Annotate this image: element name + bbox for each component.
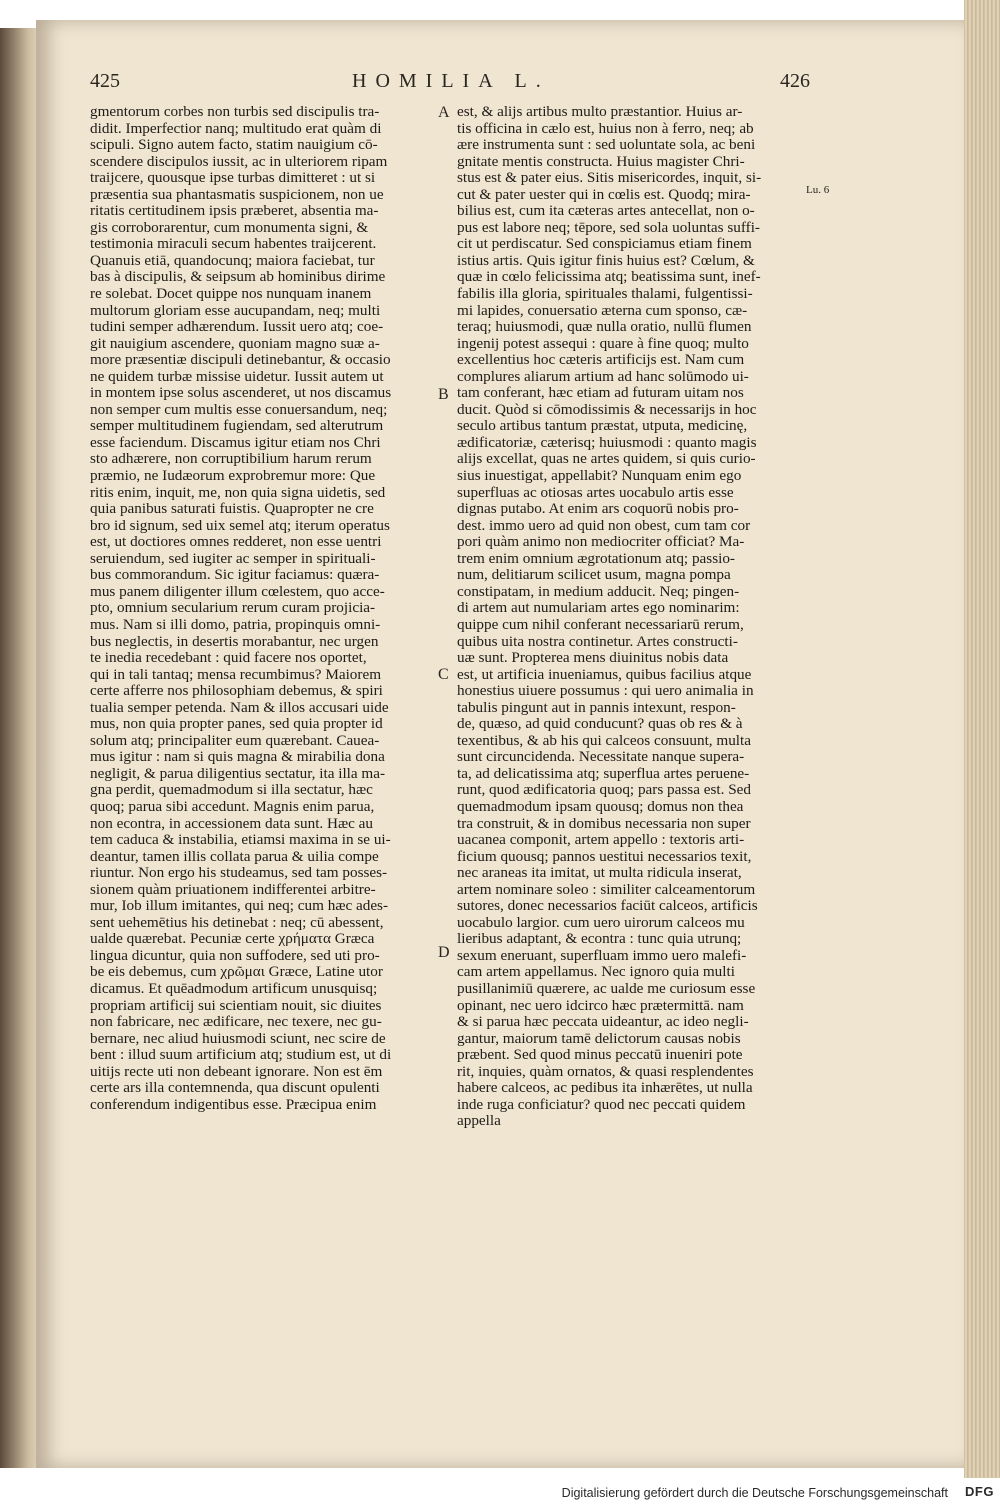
text-line: ta, ad delicatissima atq; superflua artes peruene- bbox=[457, 764, 750, 782]
text-line: cut & pater uester qui in cœlis est. Quodq; mira- bbox=[457, 185, 751, 203]
text-line: præbent. Sed quod minus peccatū inueniri pote bbox=[457, 1046, 743, 1064]
text-line: bas à discipulis, & seipsum ab hominibus dirime bbox=[90, 268, 386, 286]
text-line: pori quàm animo non mediocriter officiat? Ma- bbox=[457, 533, 745, 551]
text-line: non fabricare, nec ædificare, nec texere, nec gu- bbox=[90, 1013, 382, 1031]
text-line: sionem quàm priuationem indifferentei arbitre- bbox=[90, 880, 376, 898]
section-marker-d: D bbox=[438, 944, 450, 961]
text-line: uitijs recte uti non debeant ignorare. Non est ēm bbox=[90, 1062, 383, 1080]
text-line: habere calceos, ac pedibus ita inhærētes, ut nulla bbox=[457, 1079, 753, 1097]
text-line: lieribus adaptant, & econtra : tunc quia utrunq; bbox=[457, 930, 742, 948]
text-line: quippe cum nihil conferant necessariarū rerum, bbox=[457, 615, 744, 633]
section-marker-b: B bbox=[438, 386, 449, 403]
text-line: ualde quærebat. Pecuniæ certe χρήματα Græca bbox=[90, 930, 375, 948]
text-line: git nauigium ascendere, quoniam magno suæ a- bbox=[90, 334, 380, 352]
text-line: ædificatoriæ, cæterisq; huiusmodi : quanto magis bbox=[457, 433, 757, 451]
text-line: riuntur. Non ergo his studeamus, sed tam posses- bbox=[90, 864, 388, 882]
book-gutter bbox=[0, 28, 40, 1468]
text-line: excellentius hoc cæteris artificijs est. Nam cum bbox=[457, 351, 745, 369]
text-line: seculo artibus tantum præstat, utputa, medicinę, bbox=[457, 417, 748, 435]
text-line: quemadmodum ipsam quousq; domus non thea bbox=[457, 797, 744, 815]
text-line: quibus uita nostra continetur. Artes constructi- bbox=[457, 632, 738, 650]
footer-credit: Digitalisierung gefördert durch die Deutsche Forschungsgemeinschaft bbox=[561, 1486, 948, 1500]
text-line: mus igitur : nam si quis magna & mirabilia dona bbox=[90, 748, 385, 766]
text-line: multorum gloriam esse aucupandam, neq; multi bbox=[90, 301, 381, 319]
text-line: bus commorandum. Sic igitur faciamus: quæra- bbox=[90, 566, 380, 584]
text-line: gis corroborarentur, cum monumenta signi, & bbox=[90, 218, 369, 236]
text-line: di artem aut numulariam artes ego nominarim: bbox=[457, 599, 740, 617]
text-line: mus, non quia propter panes, sed quia propter id bbox=[90, 715, 383, 733]
footer-bar bbox=[0, 1478, 1000, 1509]
text-line: conferendum indigentibus esse. Præcipua enim bbox=[90, 1095, 377, 1113]
text-line: bent : illud suum artificium atq; studium est, ut di bbox=[90, 1046, 392, 1064]
text-line: stus est & pater eius. Sitis misericordes, inquit, si- bbox=[457, 169, 762, 187]
running-title: HOMILIA L. bbox=[352, 70, 550, 92]
text-line: tem caduca & instabilia, etiamsi maxima in se ui- bbox=[90, 831, 391, 849]
text-line: dignas putabo. At enim ars coquorū nobis pro- bbox=[457, 500, 739, 518]
text-line: dest. immo uero ad quid non obest, cum tam cor bbox=[457, 516, 751, 534]
text-line: ingenij potest assequi : quare à fine quoq; multo bbox=[457, 334, 749, 352]
text-line: mi lapides, conuersatio æterna cum sponso, cæ- bbox=[457, 301, 748, 319]
text-column-left bbox=[90, 104, 435, 1113]
text-line: sius inuestigat, appellabit? Nunquam enim ego bbox=[457, 467, 742, 485]
text-line: num, delitiarum scilicet usum, magna pompa bbox=[457, 566, 731, 584]
text-line: more præsentiæ discipuli detinebantur, & occasio bbox=[90, 351, 391, 369]
text-line: deantur, tamen illis collata parua & uilia compe bbox=[90, 847, 379, 865]
text-line: non semper cum multis esse conuersandum, neq; bbox=[90, 400, 388, 418]
text-line: quæ in cœlo felicissima atq; beatissima sunt, inef- bbox=[457, 268, 761, 286]
text-line: te inedia recedebant : quid facere nos oportet, bbox=[90, 649, 367, 667]
text-line: propriam artificij sui scientiam nouit, sic diuites bbox=[90, 996, 382, 1014]
text-line: be eis debemus, cum χρῶμαι Græce, Latine utor bbox=[90, 963, 383, 981]
margin-note: Lu. 6 bbox=[806, 184, 830, 196]
text-line: runt, quod ædificatoria quoq; pars passa est. Sed bbox=[457, 781, 751, 799]
text-line: honestius uiuere possumus : qui uero animalia in bbox=[457, 682, 754, 700]
page-number-right: 426 bbox=[780, 70, 810, 92]
text-line: gmentorum corbes non turbis sed discipulis tra- bbox=[90, 103, 380, 120]
text-line: pto, omnium secularium rerum curam projicia- bbox=[90, 599, 376, 617]
text-line: re solebat. Docet quippe nos nunquam inanem bbox=[90, 285, 372, 303]
text-line: gna perdit, quemadmodum si illa sectatur, hæc bbox=[90, 781, 373, 799]
text-line: bro id signum, sed uix semel atq; iterum operatus bbox=[90, 516, 390, 534]
text-line: ficium quousq; pannos uestitui necessarios texit, bbox=[457, 847, 752, 865]
text-line: gantur, maiorum tamē delictorum causas nobis bbox=[457, 1029, 741, 1047]
text-line: tabulis pingunt aut in pannis intexunt, respon- bbox=[457, 698, 736, 716]
text-line: complures aliarum artium ad hanc solūmodo ui- bbox=[457, 367, 749, 385]
text-line: solum atq; principaliter eum quærebant. Cauea- bbox=[90, 731, 380, 749]
text-line: seruiendum, sed iugiter ac semper in spirituali- bbox=[90, 549, 376, 567]
text-line: est, & alijs artibus multo præstantior. Huius ar- bbox=[457, 103, 743, 120]
text-line: mus. Nam si illi domo, patria, propinquis omni- bbox=[90, 615, 381, 633]
text-line: scipuli. Signo autem facto, statim nauigium cō- bbox=[90, 136, 378, 154]
text-line: qui in tali tantaq; mensa recumbimus? Maiorem bbox=[90, 665, 382, 683]
text-line: dicamus. Et quēadmodum artificum unusquisq; bbox=[90, 979, 378, 997]
text-line: sent uehemētius his detinebat : neq; cū abessent, bbox=[90, 913, 384, 931]
text-line: cam artem appellamus. Nec ignoro quia multi bbox=[457, 963, 735, 981]
text-line: testimonia miraculi secum habentes traijcerent. bbox=[90, 235, 377, 253]
text-line: alijs excellat, quas ne artes quidem, si quis curio- bbox=[457, 450, 756, 468]
text-line: in montem ipse solus ascenderet, ut nos discamus bbox=[90, 384, 392, 402]
text-line: de, quæso, ad quid conducunt? quas ob res & à bbox=[457, 715, 743, 733]
text-line: scendere discipulos iussit, ac in ulteriorem ripam bbox=[90, 152, 388, 170]
text-line: uocabulo largior. cum uero uirorum calceos mu bbox=[457, 913, 745, 931]
text-line: opinant, nec uero idcirco hæc prætermittā. nam bbox=[457, 996, 744, 1014]
text-line: pus est labore neq; tēpore, sed sola uoluntas suffi- bbox=[457, 218, 760, 236]
text-line: fabilis illa gloria, spirituales thalami, fulgentissi- bbox=[457, 285, 753, 303]
text-line: cit ut perdiscatur. Sed conspiciamus etiam finem bbox=[457, 235, 752, 253]
text-line: traijcere, quousque ipse turbas dimitteret : ut si bbox=[90, 169, 376, 187]
text-line: sutores, donec necessarios faciūt calceos, artificis bbox=[457, 897, 758, 915]
text-line: superfluas ac otiosas artes uocabulo artis esse bbox=[457, 483, 734, 501]
text-line: certe ars illa contemnenda, qua discunt opulenti bbox=[90, 1079, 380, 1097]
text-line: uacanea componit, artem appello : textoris arti- bbox=[457, 831, 745, 849]
text-line: appella bbox=[457, 1112, 501, 1130]
text-line: est, ut artificia inueniamus, quibus facilius atque bbox=[457, 665, 752, 683]
text-line: didit. Imperfectior nanq; multitudo erat quàm di bbox=[90, 119, 382, 137]
text-line: ducit. Quòd si cōmodissimis & necessarijs in hoc bbox=[457, 400, 757, 418]
section-marker-a: A bbox=[438, 104, 450, 121]
text-line: Quanuis etiā, quandocunq; maiora faciebat, tur bbox=[90, 251, 375, 269]
text-line: quoq; parua sibi accedunt. Magnis enim parua, bbox=[90, 797, 375, 815]
text-line: texentibus, & ab his qui calceos consuunt, multa bbox=[457, 731, 751, 749]
text-line: artem nominare soleo : similiter calceamentorum bbox=[457, 880, 756, 898]
text-line: sexum eneruant, superfluam immo uero malefi- bbox=[457, 946, 747, 964]
text-line: sto adhærere, non corruptibilium harum rerum bbox=[90, 450, 372, 468]
text-line: bilius est, cum ita cæteras artes antecellat, non o- bbox=[457, 202, 755, 220]
text-line: ne quidem turbæ missise uidetur. Iussit autem ut bbox=[90, 367, 384, 385]
text-line: esse faciendum. Discamus igitur etiam nos Chri bbox=[90, 433, 381, 451]
text-line: pusillanimiū quærere, ac ualde me curiosum esse bbox=[457, 979, 756, 997]
text-line: lingua dicuntur, quia non suffodere, sed uti pro- bbox=[90, 946, 380, 964]
text-line: gnitate mentis constructa. Huius magister Chri- bbox=[457, 152, 745, 170]
text-line: teraq; huiusmodi, quæ nulla oratio, nullū flumen bbox=[457, 318, 752, 336]
text-line: constipatam, in medium adducit. Neq; pingen- bbox=[457, 582, 740, 600]
text-line: inde ruga conficiatur? quod nec peccati quidem bbox=[457, 1095, 746, 1113]
book-page-edges bbox=[964, 0, 1000, 1478]
text-line: trem enim omnium ægrotationum atq; passio- bbox=[457, 549, 735, 567]
text-column-right bbox=[457, 104, 802, 1130]
text-line: sunt circuncidenda. Necessitate nanque supera- bbox=[457, 748, 745, 766]
text-line: præmio, ne Iudæorum exprobremur more: Que bbox=[90, 467, 376, 485]
dfg-logo: DFG bbox=[965, 1484, 994, 1499]
text-line: bus neglectis, in desertis morabantur, nec urgen bbox=[90, 632, 379, 650]
text-line: tudini semper adhærendum. Iussit uero atq; coe- bbox=[90, 318, 384, 336]
text-line: ritatis certitudinem ipsis præberet, absentia ma- bbox=[90, 202, 379, 220]
text-line: ære instrumenta sunt : sed uoluntate sola, ac beni bbox=[457, 136, 756, 154]
running-header bbox=[90, 70, 810, 100]
text-line: tra construit, & in domibus necessaria non super bbox=[457, 814, 751, 832]
text-line: quia panibus saturati fuistis. Quapropter ne cre bbox=[90, 500, 374, 518]
text-line: ritis enim, inquit, me, non quia signa uidetis, sed bbox=[90, 483, 386, 501]
text-line: & si parua hæc peccata uideantur, ac ideo negli- bbox=[457, 1013, 749, 1031]
text-line: præsentia sua phantasmatis suspicionem, non ue bbox=[90, 185, 384, 203]
text-line: mus panem diligenter illum cœlestem, quo acce- bbox=[90, 582, 385, 600]
text-line: est, ut doctiores omnes redderet, non esse uentri bbox=[90, 533, 382, 551]
text-line: semper multitudinem fugiendam, sed alterutrum bbox=[90, 417, 384, 435]
text-line: uæ sunt. Propterea mens diuinitus nobis data bbox=[457, 649, 729, 667]
text-line: tam conferant, hæc etiam ad futuram uitam nos bbox=[457, 384, 744, 402]
text-line: tis officina in cælo est, huius non à ferro, neq; ab bbox=[457, 119, 754, 137]
text-line: negligit, & parua diligentius sectatur, ita illa ma- bbox=[90, 764, 386, 782]
page-number-left: 425 bbox=[90, 70, 120, 92]
text-line: rit, inquies, quàm ornatos, & quasi resplendentes bbox=[457, 1062, 754, 1080]
text-line: certe afferre nos philosophiam debemus, & spiri bbox=[90, 682, 383, 700]
text-line: tualia semper petenda. Nam & illos accusari uide bbox=[90, 698, 389, 716]
text-line: mur, Iob illum imitantes, qui neq; cum hæc ades- bbox=[90, 897, 389, 915]
text-line: bernare, nec aliud huiusmodi sciunt, nec scire de bbox=[90, 1029, 386, 1047]
text-line: non econtra, in accessionem data sunt. Hæc au bbox=[90, 814, 373, 832]
text-line: istius artis. Quis igitur finis huius est? Cœlum, & bbox=[457, 251, 755, 269]
section-marker-c: C bbox=[438, 666, 449, 683]
text-line: nec araneas ita imitat, ut multa ridicula inserat, bbox=[457, 864, 742, 882]
